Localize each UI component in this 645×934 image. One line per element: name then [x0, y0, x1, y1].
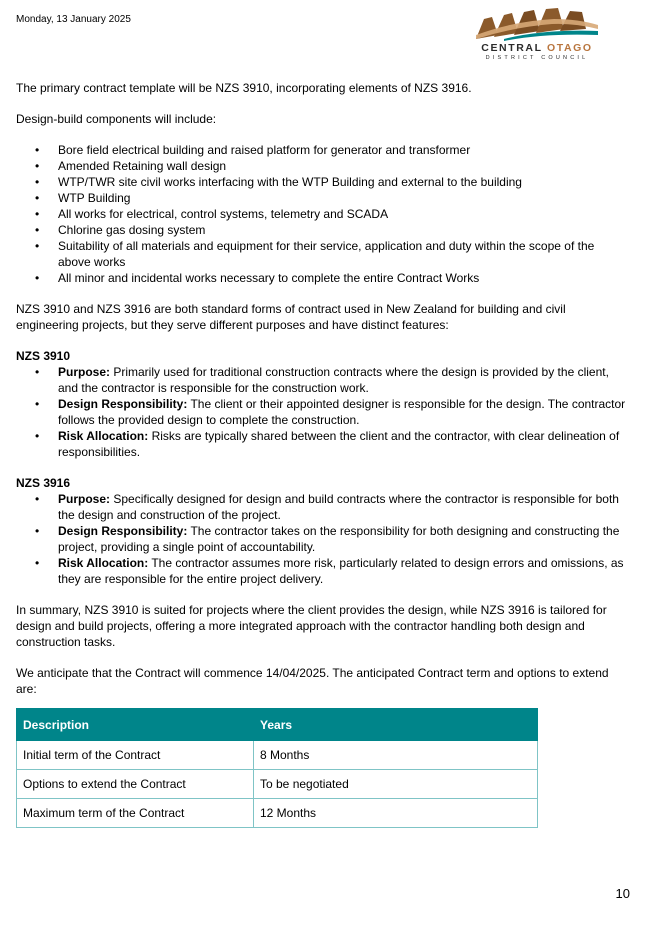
contract-term-table — [16, 708, 538, 828]
page-number: 10 — [615, 886, 630, 901]
item-label: Purpose: — [58, 492, 111, 506]
nzs3916-heading: NZS 3916 — [16, 476, 71, 490]
item-label: Design Responsibility: — [58, 524, 188, 538]
item-text: The contractor assumes more risk, particularly related to design errors and omissions, as they are responsible for the entire project delivery. — [58, 556, 624, 586]
list-item: • WTP Building — [16, 190, 628, 206]
list-item: • WTP/TWR site civil works interfacing with the WTP Building and external to the building — [16, 174, 628, 190]
table-cell: Options to extend the Contract — [17, 770, 254, 799]
item-label: Risk Allocation: — [58, 429, 149, 443]
list-item — [16, 555, 628, 587]
table-row — [17, 799, 538, 828]
table-cell: 12 Months — [254, 799, 538, 828]
list-item — [16, 428, 628, 460]
nzs3910-heading: NZS 3910 — [16, 349, 71, 363]
list-item — [16, 523, 628, 555]
hills-logo-icon — [474, 5, 600, 41]
column-header-years: Years — [254, 709, 538, 741]
item-label: Design Responsibility: — [58, 397, 188, 411]
components-lead: Design-build components will include: — [16, 112, 217, 126]
list-item: • Suitability of all materials and equipment for their service, application and duty within the scope of the above works — [16, 238, 628, 270]
item-label: Purpose: — [58, 365, 111, 379]
commence-paragraph: We anticipate that the Contract will commence 14/04/2025. The anticipated Contract term and options to extend are: — [16, 666, 609, 696]
list-item: • Amended Retaining wall design — [16, 158, 628, 174]
logo-word-central: CENTRAL — [481, 42, 543, 54]
document-body — [16, 80, 628, 828]
list-item: • Bore field electrical building and raised platform for generator and transformer — [16, 142, 628, 158]
summary-paragraph: In summary, NZS 3910 is suited for projects where the client provides the design, while NZS 3916 is tailored for design and build projects, offering a more integrated approach with the contractor handling both design and construction tasks. — [16, 603, 607, 649]
comparison-lead: NZS 3910 and NZS 3916 are both standard forms of contract used in New Zealand for building and civil engineering projects, but they serve different purposes and have distinct features: — [16, 302, 566, 332]
list-item — [16, 364, 628, 396]
list-item: • All works for electrical, control systems, telemetry and SCADA — [16, 206, 628, 222]
list-item: • Chlorine gas dosing system — [16, 222, 628, 238]
table-cell: To be negotiated — [254, 770, 538, 799]
table-cell: 8 Months — [254, 741, 538, 770]
logo-word-otago: OTAGO — [546, 42, 593, 54]
table-cell: Maximum term of the Contract — [17, 799, 254, 828]
list-item: • All minor and incidental works necessary to complete the entire Contract Works — [16, 270, 628, 286]
table-row — [17, 770, 538, 799]
logo-tagline: DISTRICT COUNCIL — [485, 55, 589, 61]
table-header-row — [17, 709, 538, 741]
item-text: The client or their appointed designer is responsible for the design. The contractor follows the provided design to complete the construction. — [58, 397, 626, 427]
column-header-description: Description — [17, 709, 254, 741]
table-row — [17, 741, 538, 770]
components-list — [16, 142, 628, 286]
list-item — [16, 396, 628, 428]
list-item — [16, 491, 628, 523]
item-text: The contractor takes on the responsibility for both designing and constructing the project, providing a single point of accountability. — [58, 524, 620, 554]
council-logo — [474, 5, 600, 61]
item-text: Primarily used for traditional construction contracts where the design is provided by the client, and the contractor is responsible for the construction work. — [58, 365, 609, 395]
header-date: Monday, 13 January 2025 — [16, 14, 131, 25]
nzs3916-list — [16, 491, 628, 587]
item-text: Specifically designed for design and build contracts where the contractor is responsible for both the design and construction of the project. — [58, 492, 619, 522]
item-label: Risk Allocation: — [58, 556, 149, 570]
nzs3910-list — [16, 364, 628, 460]
table-cell: Initial term of the Contract — [17, 741, 254, 770]
intro-paragraph: The primary contract template will be NZS 3910, incorporating elements of NZS 3916. — [16, 81, 472, 95]
item-text: Risks are typically shared between the client and the contractor, with clear delineation of responsibilities. — [58, 429, 620, 459]
